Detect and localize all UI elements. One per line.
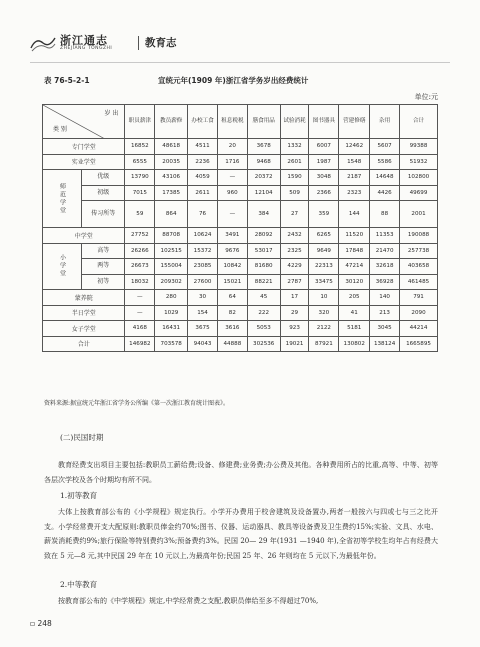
table-cell: 1590 — [280, 170, 309, 186]
table-cell: 4229 — [280, 259, 309, 275]
table-cell: 18032 — [125, 274, 155, 290]
table-cell: 703578 — [155, 336, 188, 352]
section-heading: (二)民国时期 — [60, 433, 104, 442]
table-cell: 27 — [280, 201, 309, 228]
paragraph-primary-education: 大体上按教育部公布的《小学规程》规定执行。小学开办费用于校舍建筑及设备置办,两者一般按六与四或七与三之比开支。小学经常费开支大配原则:教职员俸金约70%;图书、仪器、运动器具、教具等设备费及卫生费约15%;实验、文具、水电、薪炭消耗费约9%;旅行保险等特别费约3%;预备费约3%。民国 20— 29 年(1931 —1940 年),全省初等学校生均年占有经费大致在 5 元—8 元,其中民国 29 年在 10 元以上,为最高年份;民国 25 年、26 年则均在 5 元以下,为最低年份。 — [44, 508, 438, 560]
table-row — [43, 154, 438, 170]
table-cell: 88 — [370, 201, 400, 228]
table-cell: 53017 — [247, 243, 280, 259]
table-cell: 6007 — [309, 139, 339, 155]
table-cell: 14648 — [370, 170, 400, 186]
table-cell: 1332 — [280, 139, 309, 155]
paragraph-intro: 教育经费支出项目主要包括:教职员工薪给费;设备、修建费;业务费;办公费及其他。各种费用所占的比重,高等、中等、初等各层次学校及各个时期均有所不同。 — [44, 461, 438, 484]
table-cell: 10842 — [217, 259, 247, 275]
table-row — [43, 228, 438, 244]
table-cell: 41 — [339, 305, 370, 321]
table-cell: 190088 — [400, 228, 438, 244]
row-label: 女子学堂 — [43, 321, 125, 337]
expenditure-table — [42, 104, 438, 352]
page-header — [30, 30, 450, 60]
table-cell: 9676 — [217, 243, 247, 259]
table-cell: 213 — [370, 305, 400, 321]
table-cell: 48618 — [155, 139, 188, 155]
column-header: 租息税税 — [217, 105, 247, 139]
table-cell: 26266 — [125, 243, 155, 259]
table-cell: 29 — [280, 305, 309, 321]
table-cell: 88221 — [247, 274, 280, 290]
row-label: 两等 — [82, 259, 125, 275]
table-cell: 2325 — [280, 243, 309, 259]
table-cell: 2601 — [280, 154, 309, 170]
table-cell: 27600 — [188, 274, 218, 290]
column-header: 合计 — [400, 105, 438, 139]
table-unit: 单位:元 — [414, 93, 438, 101]
table-cell: 3045 — [370, 321, 400, 337]
table-cell: 11353 — [370, 228, 400, 244]
table-cell: 1665895 — [400, 336, 438, 352]
table-cell: 82 — [217, 305, 247, 321]
table-cell: 2187 — [339, 170, 370, 186]
table-cell: 6265 — [309, 228, 339, 244]
corner-bottom-label: 类 别 — [53, 126, 67, 133]
row-label: 优级 — [82, 170, 125, 186]
table-cell: 27752 — [125, 228, 155, 244]
table-cell: 6555 — [125, 154, 155, 170]
table-cell: 64 — [217, 290, 247, 306]
table-total-row — [43, 336, 438, 352]
table-cell: 47214 — [339, 259, 370, 275]
volume-title: 教育志 — [145, 37, 177, 49]
table-source-note: 资料来源:据宣统元年浙江省学务公所编《第一次浙江教育统计图表》。 — [44, 400, 230, 407]
header-rule — [30, 62, 450, 63]
column-header: 教员薪修 — [155, 105, 188, 139]
table-cell: 20372 — [247, 170, 280, 186]
table-title: 宣统元年(1909 年)浙江省学务岁出经费统计 — [158, 76, 309, 85]
table-cell: 864 — [155, 201, 188, 228]
table-cell: 4511 — [188, 139, 218, 155]
table-cell: 5053 — [247, 321, 280, 337]
table-cell: 17848 — [339, 243, 370, 259]
table-cell: — — [217, 201, 247, 228]
column-header: 图书器具 — [309, 105, 339, 139]
subsection-heading-secondary: 2.中等教育 — [60, 580, 98, 589]
table-cell: 320 — [309, 305, 339, 321]
table-cell: 44214 — [400, 321, 438, 337]
table-cell: 11520 — [339, 228, 370, 244]
row-label: 半日学堂 — [43, 305, 125, 321]
table-corner-cell — [43, 105, 125, 139]
table-row — [43, 185, 438, 201]
table-cell: 15021 — [217, 274, 247, 290]
table-cell: 154 — [188, 305, 218, 321]
table-cell: 17385 — [155, 185, 188, 201]
table-cell: — — [125, 290, 155, 306]
page-number-value: 248 — [37, 619, 52, 628]
table-cell: 1987 — [309, 154, 339, 170]
logo-title: 浙江通志 — [60, 34, 108, 47]
corner-top-label: 岁 出 — [104, 110, 119, 117]
table-cell: 2787 — [280, 274, 309, 290]
table-cell: 5607 — [370, 139, 400, 155]
column-header: 杂用 — [370, 105, 400, 139]
table-cell: 15372 — [188, 243, 218, 259]
table-number: 表 76-5-2-1 — [44, 76, 90, 85]
table-cell: 9468 — [247, 154, 280, 170]
table-cell: 130802 — [339, 336, 370, 352]
table-cell: 16431 — [155, 321, 188, 337]
table-cell: 10 — [309, 290, 339, 306]
table-row — [43, 321, 438, 337]
table-cell: 2366 — [309, 185, 339, 201]
table-cell: 76 — [188, 201, 218, 228]
table-cell: 16852 — [125, 139, 155, 155]
table-cell: 138124 — [370, 336, 400, 352]
table-cell: 3048 — [309, 170, 339, 186]
table-cell: 144 — [339, 201, 370, 228]
page-number: ▫ 248 — [30, 619, 52, 628]
table-cell: 17 — [280, 290, 309, 306]
table-cell: 10624 — [188, 228, 218, 244]
table-cell: 4168 — [125, 321, 155, 337]
row-label: 高等 — [82, 243, 125, 259]
table-cell: 461485 — [400, 274, 438, 290]
header-divider — [138, 36, 139, 50]
zhejiang-logo-icon — [30, 34, 56, 52]
table-header-row — [43, 105, 438, 139]
table-cell: 1029 — [155, 305, 188, 321]
table-cell: 9649 — [309, 243, 339, 259]
table-cell: — — [217, 170, 247, 186]
row-label: 蒙养院 — [43, 290, 125, 306]
table-cell: 2236 — [188, 154, 218, 170]
row-label: 传习所等 — [82, 201, 125, 228]
table-cell: 960 — [217, 185, 247, 201]
table-cell: 102800 — [400, 170, 438, 186]
table-row — [43, 305, 438, 321]
row-label: 合计 — [43, 336, 125, 352]
table-cell: 257738 — [400, 243, 438, 259]
table-cell: 7015 — [125, 185, 155, 201]
table-cell: 23085 — [188, 259, 218, 275]
table-cell: 3616 — [217, 321, 247, 337]
table-cell: 205 — [339, 290, 370, 306]
table-cell: 2001 — [400, 201, 438, 228]
paragraph-secondary-education: 按教育部公布的《中学规程》规定,中学经常费之支配,教职员俸给至多不得超过70%, — [58, 597, 319, 605]
table-cell: 2090 — [400, 305, 438, 321]
table-cell: 30 — [188, 290, 218, 306]
row-label: 中学堂 — [43, 228, 125, 244]
table-cell: 2611 — [188, 185, 218, 201]
table-cell: 280 — [155, 290, 188, 306]
table-cell: 3678 — [247, 139, 280, 155]
table-cell: 49699 — [400, 185, 438, 201]
row-group-label: 小学堂 — [43, 243, 82, 290]
table-row — [43, 170, 438, 186]
table-cell: 3491 — [217, 228, 247, 244]
table-cell: 13790 — [125, 170, 155, 186]
table-cell: 22313 — [309, 259, 339, 275]
column-header: 职员薪津 — [125, 105, 155, 139]
table-cell: 923 — [280, 321, 309, 337]
table-cell: 1548 — [339, 154, 370, 170]
table-cell: 44888 — [217, 336, 247, 352]
table-cell: 2323 — [339, 185, 370, 201]
table-cell: 99388 — [400, 139, 438, 155]
table-row — [43, 259, 438, 275]
column-header: 营建修缮 — [339, 105, 370, 139]
table-row — [43, 290, 438, 306]
table-cell: 140 — [370, 290, 400, 306]
table-cell: 302536 — [247, 336, 280, 352]
table-cell: 359 — [309, 201, 339, 228]
table-cell: 102515 — [155, 243, 188, 259]
table-cell: 45 — [247, 290, 280, 306]
table-cell: 59 — [125, 201, 155, 228]
table-cell: 20 — [217, 139, 247, 155]
table-cell: 32618 — [370, 259, 400, 275]
table-cell: 2432 — [280, 228, 309, 244]
table-cell: 384 — [247, 201, 280, 228]
table-cell: 94043 — [188, 336, 218, 352]
table-cell: 4059 — [188, 170, 218, 186]
table-cell: 2122 — [309, 321, 339, 337]
table-cell: 21470 — [370, 243, 400, 259]
table-cell: 403658 — [400, 259, 438, 275]
table-row — [43, 274, 438, 290]
subsection-heading-primary: 1.初等教育 — [60, 491, 98, 500]
table-row — [43, 243, 438, 259]
row-label: 初等 — [82, 274, 125, 290]
table-cell: 12104 — [247, 185, 280, 201]
table-cell: 51932 — [400, 154, 438, 170]
row-label: 专门学堂 — [43, 139, 125, 155]
table-cell: 33475 — [309, 274, 339, 290]
table-cell: 222 — [247, 305, 280, 321]
table-cell: 81680 — [247, 259, 280, 275]
column-header: 试验消耗 — [280, 105, 309, 139]
row-label: 实业学堂 — [43, 154, 125, 170]
column-header: 办校工食 — [188, 105, 218, 139]
table-cell: 20035 — [155, 154, 188, 170]
table-cell: 30120 — [339, 274, 370, 290]
table-row — [43, 139, 438, 155]
table-cell: 155004 — [155, 259, 188, 275]
row-label: 初级 — [82, 185, 125, 201]
table-cell: 509 — [280, 185, 309, 201]
logo-subtitle: ZHEJIANG TONGZHI — [60, 46, 113, 51]
table-cell: 26673 — [125, 259, 155, 275]
table-cell: 5181 — [339, 321, 370, 337]
table-cell: 791 — [400, 290, 438, 306]
table-cell: 209302 — [155, 274, 188, 290]
table-cell: 1716 — [217, 154, 247, 170]
table-cell: 19021 — [280, 336, 309, 352]
table-cell: 12462 — [339, 139, 370, 155]
table-cell: 5586 — [370, 154, 400, 170]
table-row — [43, 201, 438, 228]
table-cell: 43106 — [155, 170, 188, 186]
row-group-label: 师范学堂 — [43, 170, 82, 228]
table-cell: 146982 — [125, 336, 155, 352]
table-cell: — — [125, 305, 155, 321]
table-cell: 88708 — [155, 228, 188, 244]
table-cell: 4426 — [370, 185, 400, 201]
table-cell: 28092 — [247, 228, 280, 244]
column-header: 膳食用品 — [247, 105, 280, 139]
table-cell: 3675 — [188, 321, 218, 337]
table-cell: 36928 — [370, 274, 400, 290]
table-cell: 87921 — [309, 336, 339, 352]
